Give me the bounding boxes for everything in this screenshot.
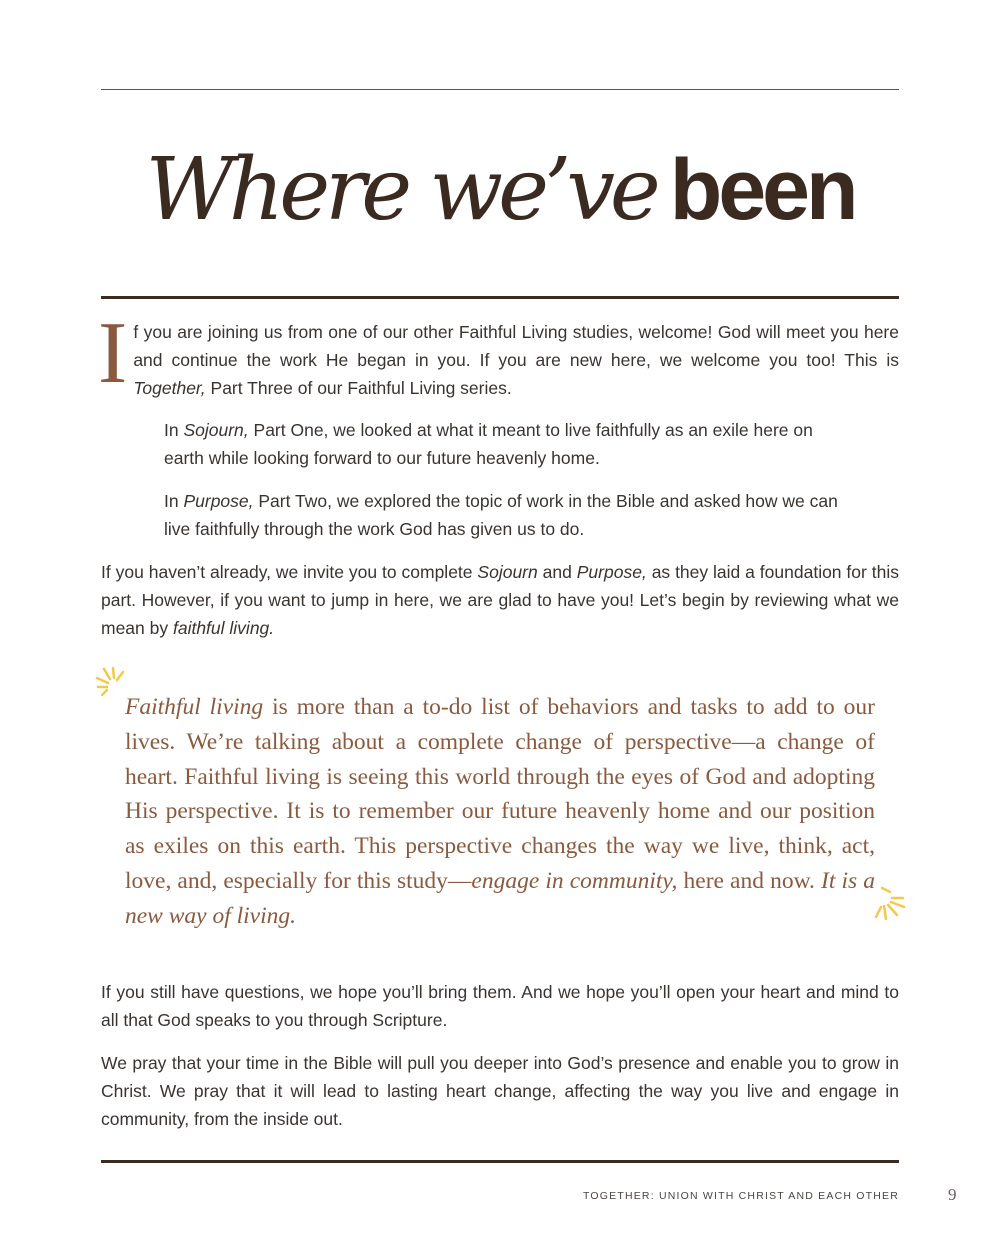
questions-paragraph: If you still have questions, we hope you’ll bring them. And we hope you’ll open your heart and mind to all that God speaks to you through Scripture. — [101, 982, 899, 1030]
pull-quote — [125, 690, 875, 934]
sojourn-lead: In — [164, 420, 184, 440]
page-title — [0, 140, 1000, 240]
intro-italic: Together, — [133, 378, 206, 398]
quote-text-1: is more than a to-do list of behaviors and tasks to add to our lives. We’re talking about a complete change of perspective—a change of heart. Faithful living is seeing this world through the eyes of God and adopting His perspective. It is to remember our future heavenly home and our position as exiles on this earth. This perspective changes the way we live, think, act, love, and, especially for this study— — [125, 694, 875, 894]
quote-text-2: here and now. — [677, 867, 822, 894]
sparkle-burst-icon — [870, 886, 910, 926]
invite-sojourn: Sojourn — [477, 562, 538, 582]
footer-rule — [101, 1160, 899, 1163]
top-divider — [101, 89, 899, 90]
invite-text-1: If you haven’t already, we invite you to complete — [101, 562, 478, 582]
invite-text-3: as they laid a foundation for this part. However, if you want to jump in here, we are glad to have you! Let’s begin by reviewing what we mean by — [101, 562, 899, 638]
quote-italic-1: Faithful living — [125, 694, 264, 720]
invite-text-2: and — [537, 562, 577, 582]
page-title-bold: been — [669, 142, 855, 238]
purpose-lead: In — [164, 491, 184, 511]
page-number: 9 — [948, 1185, 957, 1204]
quote-italic-2: engage in community, — [471, 867, 678, 894]
running-footer: TOGETHER: UNION WITH CHRIST AND EACH OTHER — [582, 1190, 899, 1202]
invite-paragraph — [101, 558, 899, 642]
prayer-paragraph: We pray that your time in the Bible will pull you deeper into God’s presence and enable you to grow in Christ. We pray that it will lead to lasting heart change, affecting the way you live and engage in community, from the inside out. — [101, 1053, 899, 1129]
invite-purpose: Purpose, — [576, 562, 647, 582]
invite-faithful-living: faithful living. — [172, 618, 275, 638]
drop-cap: I — [98, 305, 128, 402]
purpose-title: Purpose, — [183, 491, 254, 511]
header-rule — [101, 296, 899, 299]
intro-paragraph — [98, 305, 899, 402]
page-title-italic: Where we’ve — [145, 140, 656, 240]
purpose-paragraph — [164, 487, 844, 543]
intro-text: f you are joining us from one of our other Faithful Living studies, welcome! God will meet you here and continue the work He began in you. If you are new here, we welcome you too! This is — [133, 322, 899, 370]
quote-italic-3: It is a new way of living. — [125, 867, 875, 929]
intro-text-end: Part Three of our Faithful Living series. — [205, 378, 512, 398]
sojourn-title: Sojourn, — [183, 420, 249, 440]
purpose-text: Part Two, we explored the topic of work in the Bible and asked how we can live faithfully through the work God has given us to do. — [164, 491, 838, 539]
sojourn-text: Part One, we looked at what it meant to live faithfully as an exile here on earth while looking forward to our future heavenly home. — [164, 420, 813, 468]
sojourn-paragraph — [164, 416, 844, 472]
